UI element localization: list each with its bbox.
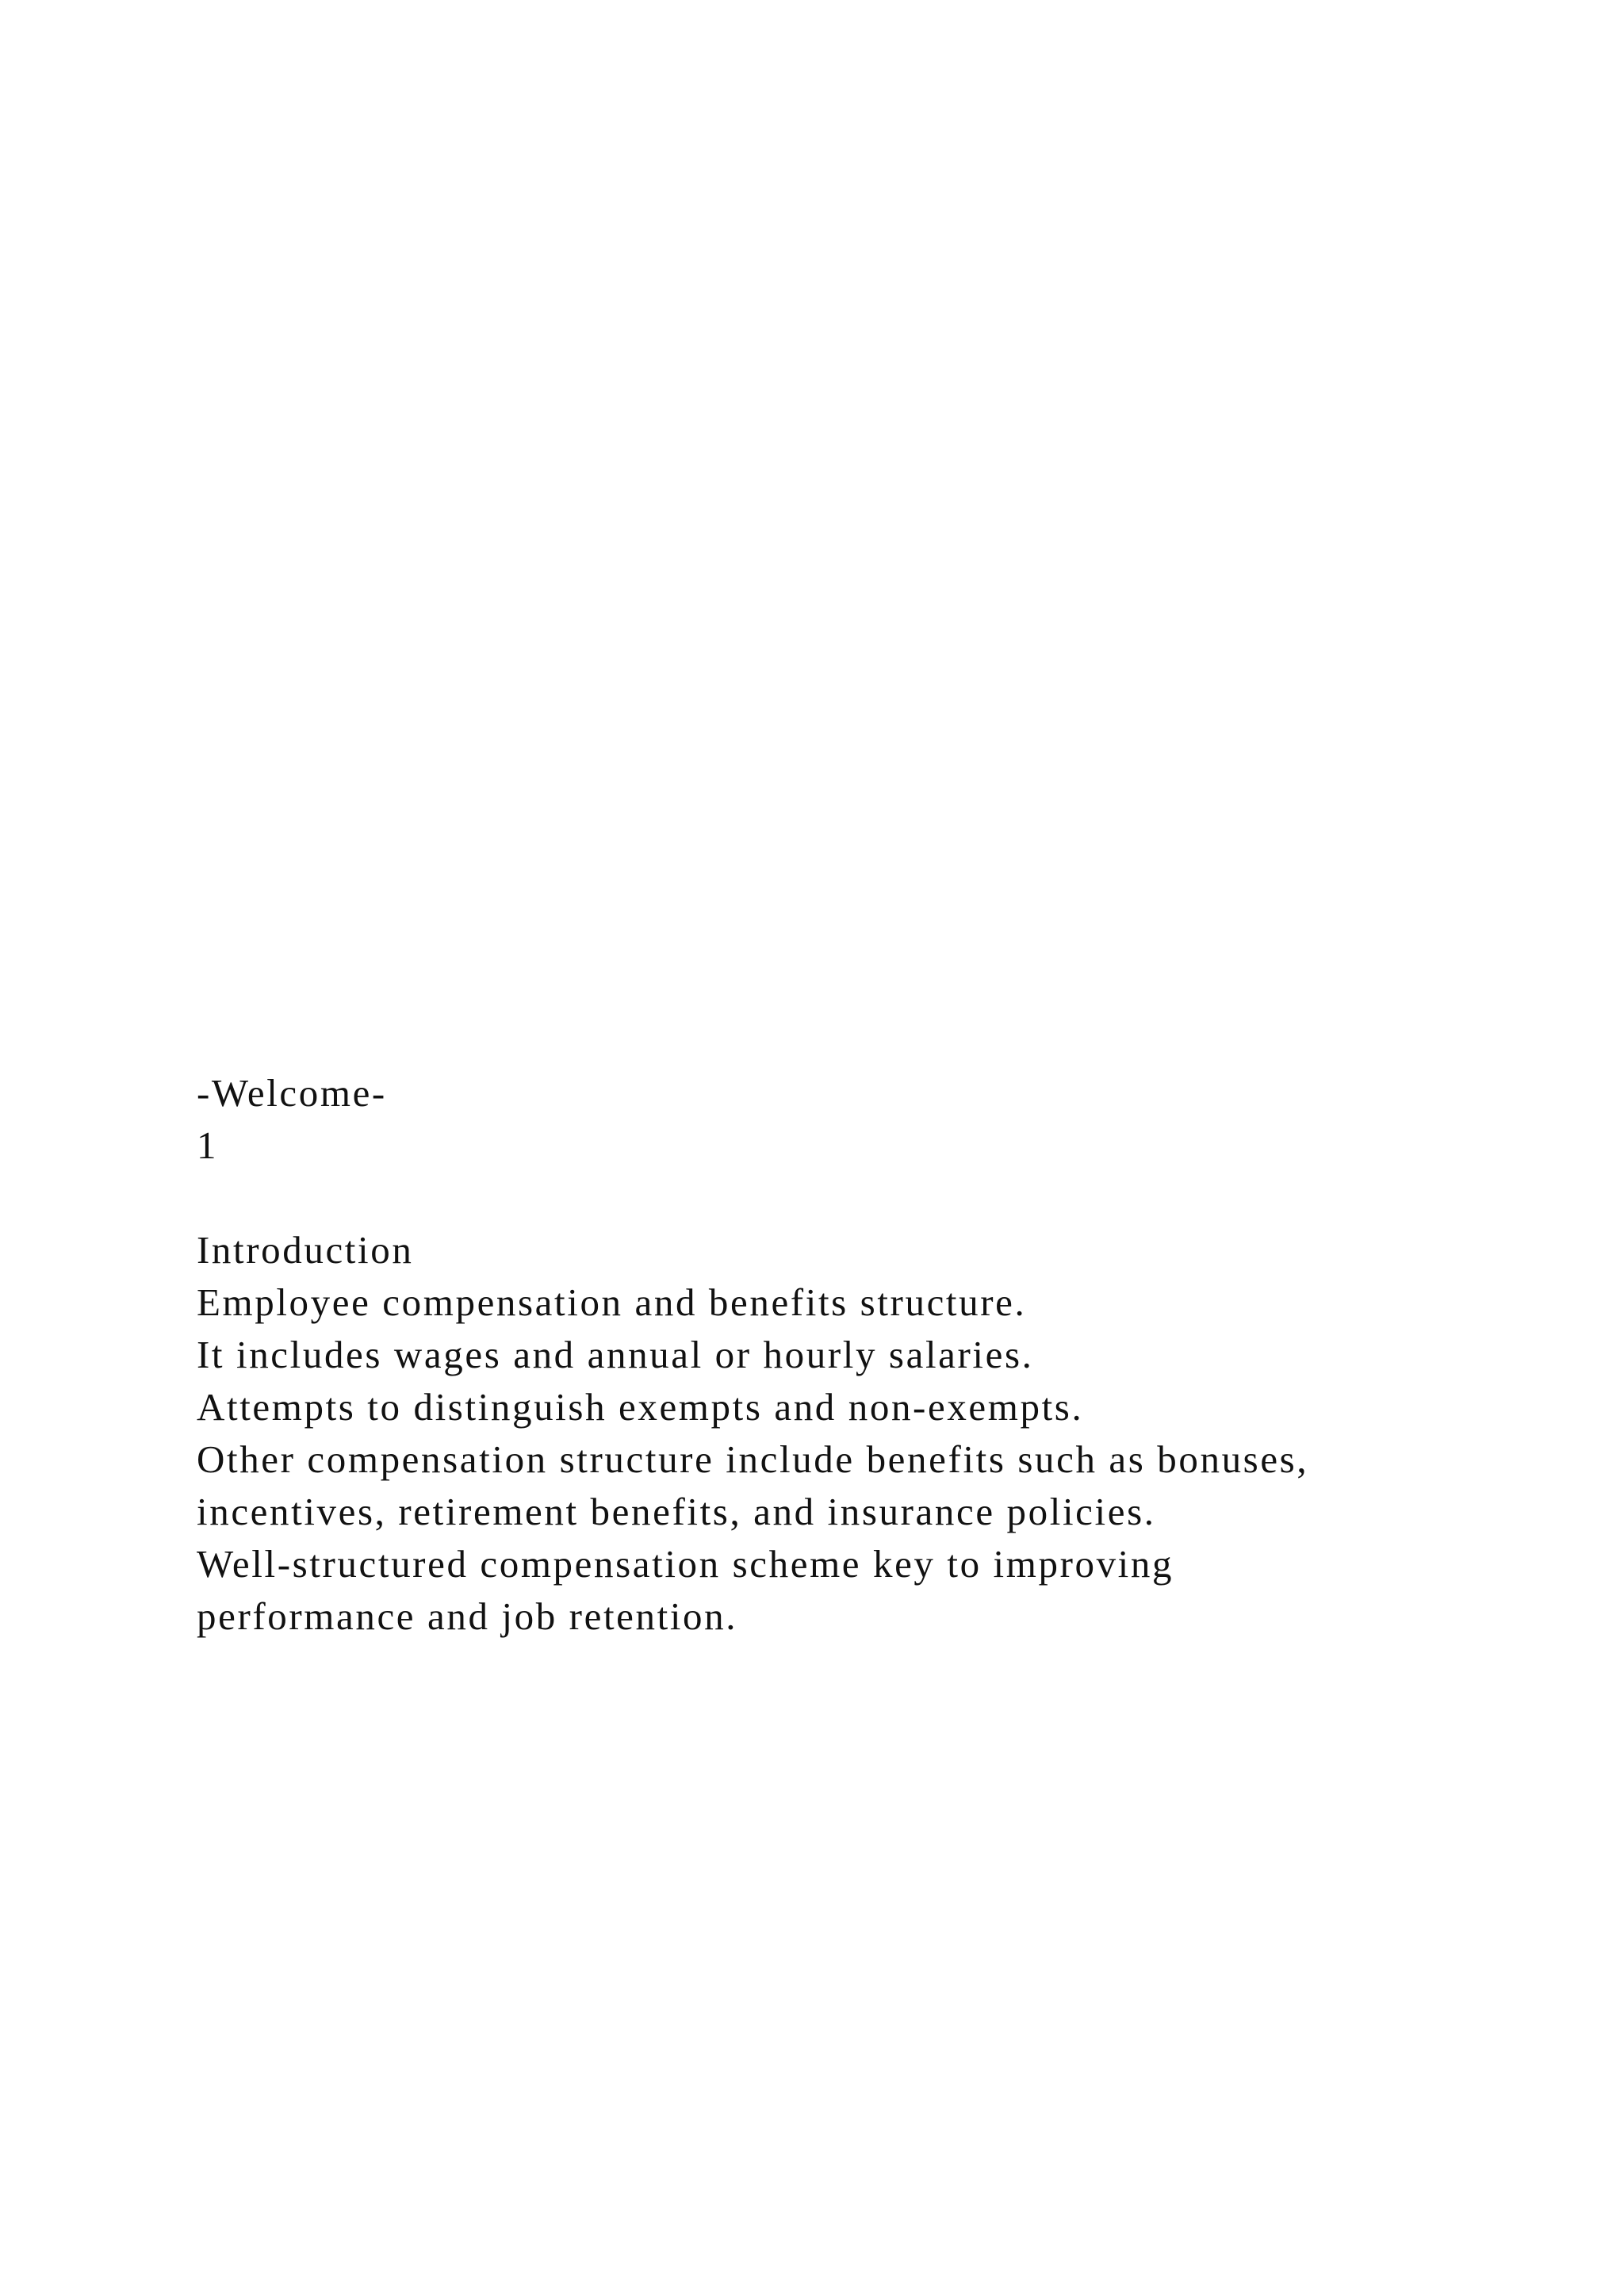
body-line-5: incentives, retirement benefits, and insurance policies. — [197, 1490, 1156, 1533]
body-line-7: performance and job retention. — [197, 1594, 738, 1638]
body-line-3: Attempts to distinguish exempts and non-exempts. — [197, 1385, 1084, 1429]
body-line-2: It includes wages and annual or hourly salaries. — [197, 1333, 1034, 1376]
document-body — [197, 1067, 1545, 1643]
section-heading: Introduction — [197, 1228, 414, 1272]
body-line-4: Other compensation structure include benefits such as bonuses, — [197, 1437, 1309, 1481]
body-line-6: Well-structured compensation scheme key to improving — [197, 1542, 1174, 1586]
blank-line — [197, 1172, 1545, 1224]
body-line-1: Employee compensation and benefits structure. — [197, 1280, 1027, 1324]
page-number: 1 — [197, 1123, 219, 1167]
welcome-text: -Welcome- — [197, 1071, 387, 1115]
